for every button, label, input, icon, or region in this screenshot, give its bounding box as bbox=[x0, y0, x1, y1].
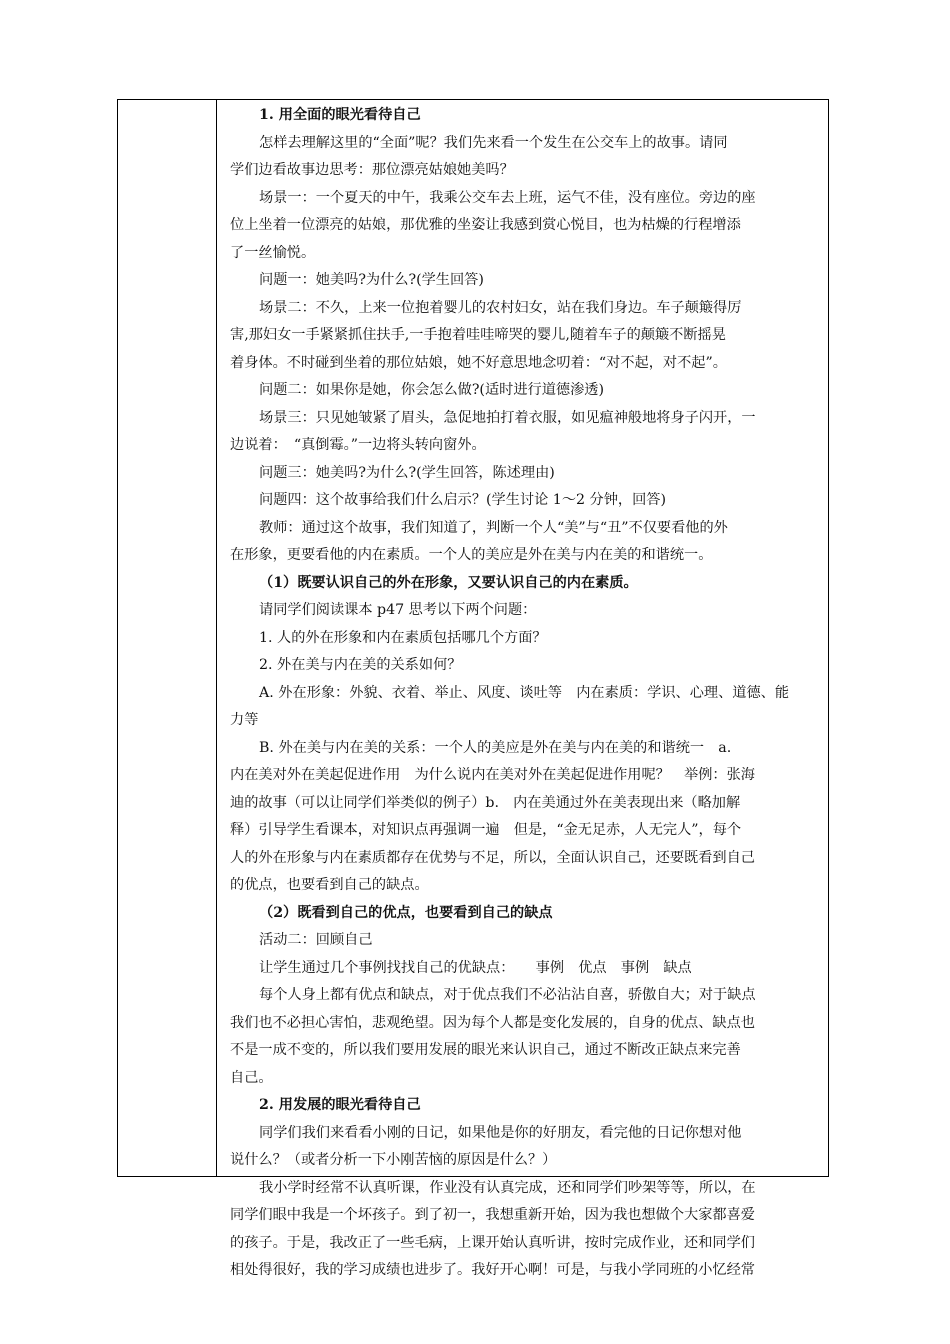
text-line: 场景二：不久，上来一位抱着婴儿的农村妇女，站在我们身边。车子颠簸得厉 bbox=[259, 299, 742, 316]
text-line: 我小学时经常不认真听课，作业没有认真完成，还和同学们吵架等等，所以，在 bbox=[259, 1179, 756, 1196]
text-line: 的优点，也要看到自己的缺点。 bbox=[230, 877, 429, 893]
text-line: 自己。 bbox=[230, 1069, 273, 1086]
text-line: 位上坐着一位漂亮的姑娘，那优雅的坐姿让我感到赏心悦目，也为枯燥的行程增添 bbox=[230, 217, 741, 233]
section-heading: （2）既看到自己的优点，也要看到自己的缺点 bbox=[259, 904, 553, 921]
table-left-column bbox=[118, 100, 217, 1176]
text-line: 同学们眼中我是一个坏孩子。到了初一，我想重新开始，因为我也想做个大家都喜爱 bbox=[230, 1207, 755, 1223]
text-line: 问题四：这个故事给我们什么启示？(学生讨论 1～2 分钟，回答) bbox=[259, 492, 667, 508]
text-line: 着身体。不时碰到坐着的那位姑娘，她不好意思地念叨着：“对不起，对不起”。 bbox=[230, 354, 727, 371]
text-line: 学们边看故事边思考：那位漂亮姑娘她美吗？ bbox=[230, 162, 514, 178]
text-line: 力等 bbox=[230, 712, 259, 728]
text-line: 害,那妇女一手紧紧抓住扶手,一手抱着哇哇啼哭的婴儿,随着车子的颠簸不断摇晃 bbox=[230, 327, 726, 343]
text-line: 请同学们阅读课本 p47 思考以下两个问题： bbox=[259, 602, 537, 618]
section-heading: （1）既要认识自己的外在形象，又要认识自己的内在素质。 bbox=[259, 574, 638, 591]
text-line: 2. 外在美与内在美的关系如何？ bbox=[259, 657, 462, 673]
text-line: 了一丝愉悦。 bbox=[230, 244, 316, 261]
text-line: 说什么？（或者分析一下小刚苦恼的原因是什么？） bbox=[230, 1152, 557, 1168]
section-heading: 1. 用全面的眼光看待自己 bbox=[259, 107, 421, 123]
text-line: 让学生通过几个事例找找自己的优缺点： 事例 优点 事例 缺点 bbox=[259, 959, 692, 976]
text-line: 同学们我们来看看小刚的日记，如果他是你的好朋友，看完他的日记你想对他 bbox=[259, 1124, 742, 1141]
text-line: 场景一：一个夏天的中午，我乘公交车去上班，运气不佳，没有座位。旁边的座 bbox=[259, 189, 756, 206]
text-line: 在形象，更要看他的内在素质。一个人的美应是外在美与内在美的和谐统一。 bbox=[230, 547, 713, 563]
text-line: 不是一成不变的，所以我们要用发展的眼光来认识自己，通过不断改正缺点来完善 bbox=[230, 1042, 741, 1058]
text-line: 问题三：她美吗?为什么?(学生回答，陈述理由) bbox=[259, 464, 555, 481]
text-line: 内在美对外在美起促进作用 为什么说内在美对外在美起促进作用呢？ 举例：张海 bbox=[230, 767, 755, 783]
text-line: 的孩子。于是，我改正了一些毛病，上课开始认真听讲，按时完成作业，还和同学们 bbox=[230, 1234, 755, 1251]
text-line: 我们也不必担心害怕，悲观绝望。因为每个人都是变化发展的，自身的优点、缺点也 bbox=[230, 1014, 755, 1031]
text-line: 教师：通过这个故事，我们知道了，判断一个人“美”与“丑”不仅要看他的外 bbox=[259, 519, 728, 536]
text-line: 问题二：如果你是她，你会怎么做?(适时进行道德渗透) bbox=[259, 382, 604, 398]
text-line: 活动二：回顾自己 bbox=[259, 932, 373, 948]
lesson-table bbox=[117, 99, 829, 1278]
section-heading: 2. 用发展的眼光看待自己 bbox=[259, 1097, 421, 1113]
text-line: 相处得很好，我的学习成绩也进步了。我好开心啊！可是，与我小学同班的小忆经常 bbox=[230, 1262, 755, 1278]
text-line: 问题一：她美吗?为什么?(学生回答) bbox=[259, 272, 484, 288]
text-line: B. 外在美与内在美的关系：一个人的美应是外在美与内在美的和谐统一 a. bbox=[259, 739, 732, 756]
text-line: 每个人身上都有优点和缺点，对于优点我们不必沾沾自喜，骄傲自大；对于缺点 bbox=[259, 987, 756, 1003]
text-line: A. 外在形象：外貌、衣着、举止、风度、谈吐等 内在素质：学识、心理、道德、能 bbox=[259, 684, 790, 701]
text-line: 释）引导学生看课本，对知识点再强调一遍 但是，“金无足赤，人无完人”，每个 bbox=[230, 822, 742, 838]
text-line: 1. 人的外在形象和内在素质包括哪几个方面？ bbox=[259, 629, 547, 646]
text-line: 人的外在形象与内在素质都存在优势与不足，所以，全面认识自己，还要既看到自己 bbox=[230, 849, 755, 866]
text-line: 边说着： “真倒霉。”一边将头转向窗外。 bbox=[230, 437, 486, 453]
text-line: 迪的故事（可以让同学们举类似的例子）b. 内在美通过外在美表现出来（略加解 bbox=[230, 794, 741, 811]
lesson-content bbox=[216, 100, 828, 1285]
text-line: 怎样去理解这里的“全面”呢？我们先来看一个发生在公交车上的故事。请同 bbox=[259, 134, 728, 151]
text-line: 场景三：只见她皱紧了眉头，急促地拍打着衣服，如见瘟神般地将身子闪开，一 bbox=[259, 409, 756, 426]
